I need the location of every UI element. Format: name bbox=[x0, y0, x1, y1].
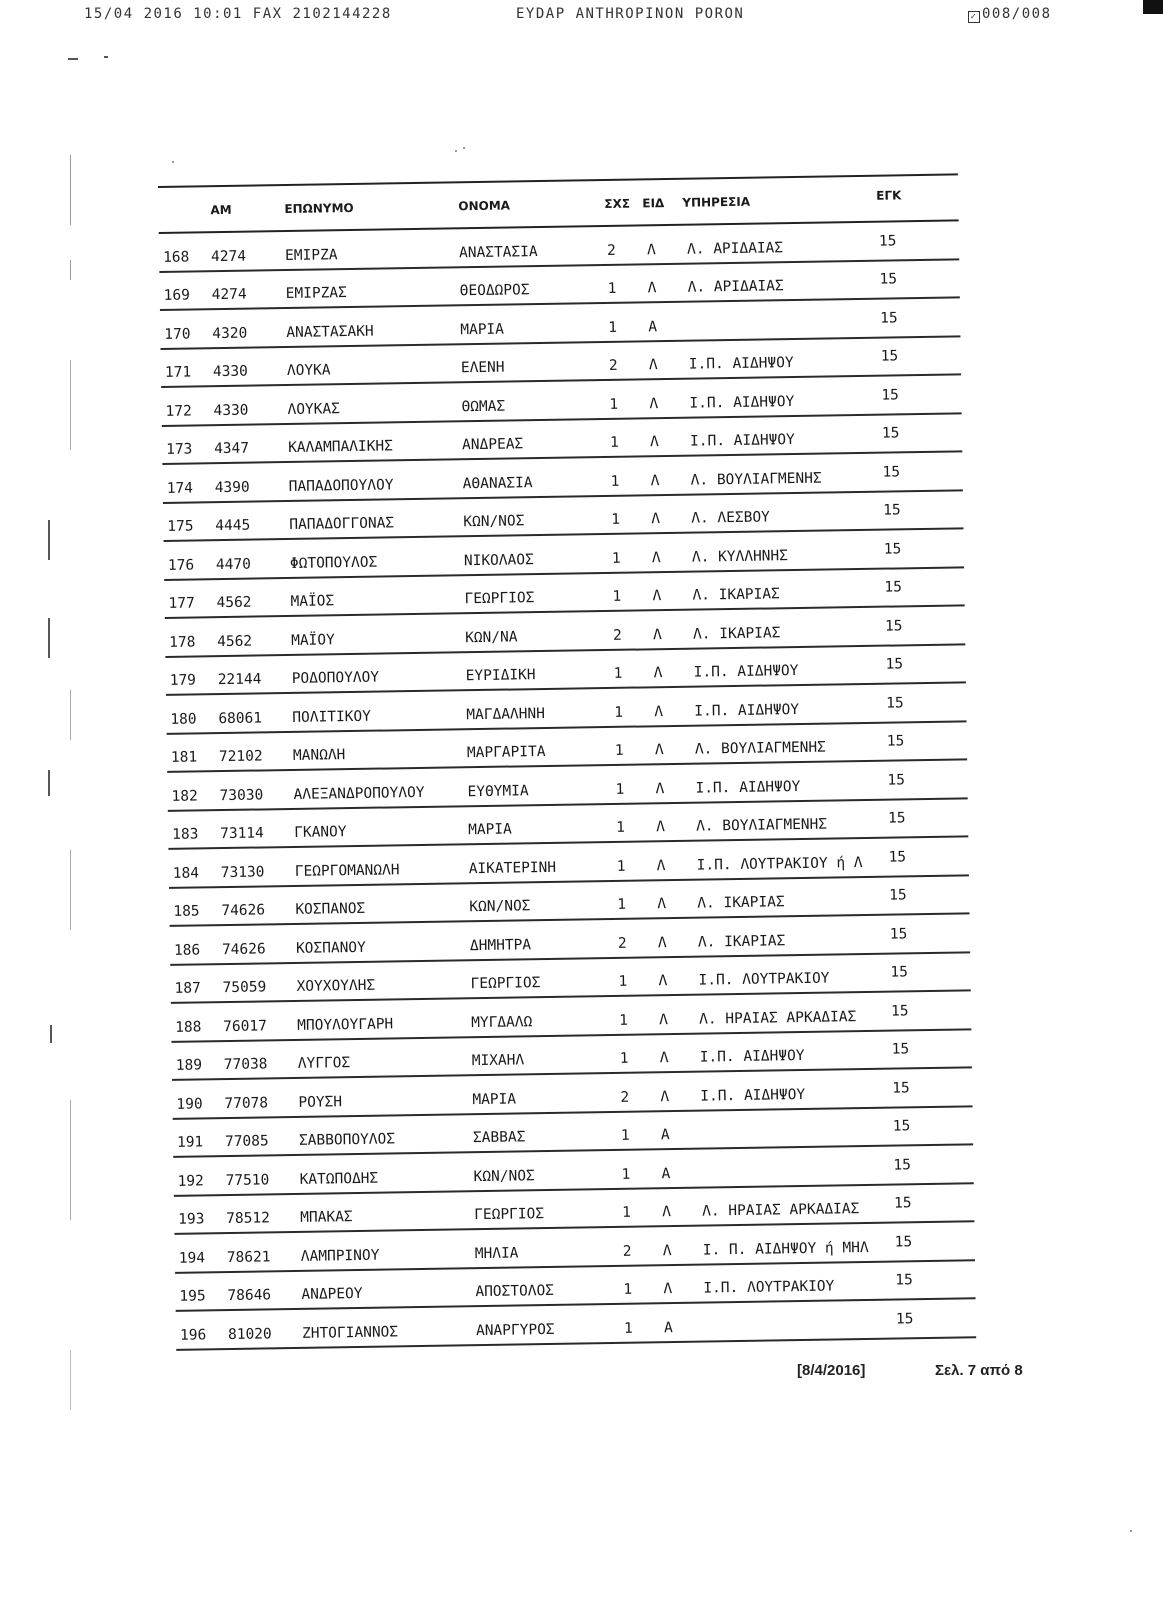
row-egk: 15 bbox=[895, 1272, 913, 1289]
row-sx: 1 bbox=[612, 588, 622, 605]
row-number: 177 bbox=[168, 595, 195, 612]
row-am: 78646 bbox=[227, 1287, 272, 1305]
row-sx: 2 bbox=[612, 627, 622, 644]
row-name: ΚΩΝ/ΝΟΣ bbox=[463, 513, 525, 531]
row-ei: Λ bbox=[662, 1242, 672, 1259]
row-egk: 15 bbox=[895, 1310, 914, 1328]
row-surname: ΕΜΙΡΖΑΣ bbox=[285, 285, 347, 303]
row-egk: 15 bbox=[887, 771, 906, 789]
row-egk: 15 bbox=[887, 810, 906, 827]
row-name: ΑΙΚΑΤΕΡΙΝΗ bbox=[468, 859, 557, 877]
row-name: ΕΥΘΥΜΙΑ bbox=[467, 782, 529, 800]
row-surname: ΛΟΥΚΑΣ bbox=[287, 400, 341, 418]
row-ei: Λ bbox=[650, 472, 660, 489]
row-am: 81020 bbox=[227, 1325, 272, 1343]
row-ei: Λ bbox=[651, 511, 661, 528]
row-name: ΚΩΝ/ΝΟΣ bbox=[469, 898, 531, 916]
row-am: 4274 bbox=[211, 286, 247, 304]
row-sx: 1 bbox=[623, 1320, 633, 1337]
row-service: Λ. ΙΚΑΡΙΑΣ bbox=[692, 624, 781, 643]
row-sx: 1 bbox=[620, 1127, 630, 1144]
scan-artifact bbox=[70, 850, 71, 930]
row-ei: Λ bbox=[654, 703, 664, 720]
row-name: ΝΙΚΟΛΑΟΣ bbox=[463, 551, 534, 569]
row-egk: 15 bbox=[880, 348, 899, 365]
row-surname: ΜΠΑΚΑΣ bbox=[300, 1209, 353, 1226]
row-number: 181 bbox=[170, 749, 198, 766]
row-sx: 2 bbox=[622, 1243, 632, 1260]
column-header-surname: ΕΠΩΝΥΜΟ bbox=[284, 200, 354, 217]
scan-artifact bbox=[50, 1025, 52, 1043]
row-egk: 15 bbox=[881, 425, 900, 442]
row-number: 172 bbox=[165, 402, 192, 420]
row-egk: 15 bbox=[893, 1156, 912, 1174]
row-egk: 15 bbox=[883, 502, 901, 519]
row-service: Ι. Π. ΑΙΔΗΨΟΥ ή ΜΗΛ bbox=[702, 1239, 869, 1259]
row-ei: Λ bbox=[648, 357, 658, 374]
row-surname: ΖΗΤΟΓΙΑΝΝΟΣ bbox=[301, 1323, 399, 1342]
row-ei: Λ bbox=[655, 780, 665, 797]
row-ei: Λ bbox=[652, 588, 662, 605]
scan-artifact bbox=[68, 58, 78, 60]
row-name: ΑΘΑΝΑΣΙΑ bbox=[462, 474, 533, 492]
row-name: ΘΩΜΑΣ bbox=[461, 398, 506, 415]
row-surname: ΛΥΓΓΟΣ bbox=[297, 1055, 351, 1072]
row-service: Ι.Π. ΑΙΔΗΨΟΥ bbox=[693, 663, 799, 681]
row-sx: 1 bbox=[614, 704, 624, 721]
row-egk: 15 bbox=[880, 309, 898, 327]
row-name: ΚΩΝ/ΝΟΣ bbox=[473, 1167, 535, 1185]
row-egk: 15 bbox=[892, 1079, 910, 1097]
row-number: 193 bbox=[178, 1211, 205, 1228]
row-sx: 1 bbox=[616, 858, 626, 875]
row-am: 4562 bbox=[216, 594, 252, 612]
fax-header-datetime: 15/04 2016 10:01 FAX 2102144228 bbox=[84, 6, 392, 22]
row-service: Ι.Π. ΑΙΔΗΨΟΥ bbox=[689, 393, 795, 412]
row-name: ΓΕΩΡΓΙΟΣ bbox=[474, 1206, 545, 1224]
row-sx: 2 bbox=[608, 357, 618, 374]
row-ei: Λ bbox=[654, 742, 664, 759]
row-egk: 15 bbox=[878, 232, 897, 250]
row-ei: Α bbox=[661, 1165, 671, 1182]
scan-artifact bbox=[70, 1350, 71, 1410]
row-sx: 1 bbox=[617, 896, 627, 913]
row-sx: 2 bbox=[606, 242, 616, 259]
scan-corner-mark bbox=[1143, 0, 1163, 14]
row-am: 74626 bbox=[221, 902, 266, 920]
row-number: 191 bbox=[176, 1134, 204, 1151]
row-number: 192 bbox=[177, 1172, 204, 1190]
row-name: ΕΥΡΙΔΙΚΗ bbox=[465, 667, 536, 685]
row-service: Λ. ΗΡΑΙΑΣ ΑΡΚΑΔΙΑΣ bbox=[702, 1201, 860, 1220]
row-sx: 1 bbox=[611, 550, 621, 567]
row-sx: 1 bbox=[614, 742, 624, 759]
row-sx: 1 bbox=[613, 665, 623, 682]
row-number: 189 bbox=[175, 1057, 203, 1074]
row-surname: ΚΟΣΠΑΝΟΥ bbox=[295, 939, 366, 957]
row-number: 184 bbox=[172, 864, 200, 882]
row-egk: 15 bbox=[892, 1118, 911, 1135]
row-number: 185 bbox=[173, 903, 200, 920]
row-am: 73130 bbox=[220, 863, 265, 881]
row-service: Ι.Π. ΛΟΥΤΡΑΚΙΟΥ bbox=[698, 970, 830, 989]
scan-artifact bbox=[70, 155, 71, 225]
row-am: 74626 bbox=[221, 940, 266, 958]
row-ei: Λ bbox=[656, 819, 665, 836]
row-number: 187 bbox=[174, 980, 201, 997]
row-number: 173 bbox=[166, 441, 193, 458]
row-name: ΜΑΡΓΑΡΙΤΑ bbox=[466, 743, 546, 762]
scan-artifact bbox=[104, 56, 108, 58]
row-am: 76017 bbox=[223, 1017, 267, 1035]
row-surname: ΚΟΣΠΑΝΟΣ bbox=[295, 900, 366, 918]
row-ei: Α bbox=[660, 1127, 670, 1144]
row-service: Λ. ΑΡΙΔΑΙΑΣ bbox=[686, 239, 784, 258]
row-surname: ΣΑΒΒΟΠΟΥΛΟΣ bbox=[298, 1131, 396, 1149]
scan-artifact bbox=[48, 770, 50, 796]
row-egk: 15 bbox=[884, 579, 902, 596]
row-am: 68061 bbox=[218, 709, 263, 727]
row-surname: ΜΑΝΩΛΗ bbox=[292, 747, 346, 764]
row-service: Λ. ΛΕΣΒΟΥ bbox=[691, 509, 770, 527]
row-service: Ι.Π. ΑΙΔΗΨΟΥ bbox=[689, 432, 795, 450]
row-ei: Λ bbox=[663, 1281, 673, 1298]
row-ei: Λ bbox=[652, 626, 662, 643]
row-number: 170 bbox=[164, 326, 191, 343]
row-service: Ι.Π. ΛΟΥΤΡΑΚΙΟΥ ή Λ bbox=[696, 854, 863, 874]
row-am: 75059 bbox=[222, 979, 267, 997]
scan-artifact bbox=[48, 618, 50, 658]
column-header-sx: ΣΧΣ bbox=[604, 196, 631, 211]
row-service: Ι.Π. ΑΙΔΗΨΟΥ bbox=[699, 1047, 805, 1066]
row-ei: Λ bbox=[659, 1011, 669, 1028]
row-service: Λ. ΒΟΥΛΙΑΓΜΕΝΗΣ bbox=[690, 470, 822, 489]
row-service: Λ. ΗΡΑΙΑΣ ΑΡΚΑΔΙΑΣ bbox=[699, 1008, 857, 1028]
row-name: ΕΛΕΝΗ bbox=[460, 359, 505, 377]
row-egk: 15 bbox=[889, 887, 907, 904]
row-am: 78621 bbox=[226, 1248, 271, 1266]
row-egk: 15 bbox=[884, 617, 903, 635]
fax-header-sender: EYDAP ANTHROPINON PORON bbox=[516, 6, 745, 22]
row-service: Λ. ΙΚΑΡΙΑΣ bbox=[697, 894, 785, 912]
row-surname: ΜΑΪΟΥ bbox=[291, 631, 335, 649]
row-sx: 1 bbox=[609, 396, 619, 413]
row-ei: Λ bbox=[659, 1050, 669, 1067]
row-number: 175 bbox=[167, 518, 194, 535]
row-name: ΓΕΩΡΓΙΟΣ bbox=[470, 975, 541, 993]
row-service: Λ. ΒΟΥΛΙΑΓΜΕΝΗΣ bbox=[696, 816, 828, 835]
row-egk: 15 bbox=[893, 1195, 912, 1212]
row-number: 183 bbox=[172, 826, 199, 843]
row-am: 4390 bbox=[214, 479, 250, 496]
row-ei: Λ bbox=[657, 896, 667, 913]
row-number: 169 bbox=[163, 287, 191, 304]
row-egk: 15 bbox=[890, 964, 909, 981]
fax-page-counter bbox=[968, 6, 1052, 23]
row-surname: ΜΠΟΥΛΟΥΓΑΡΗ bbox=[297, 1015, 394, 1034]
row-ei: Α bbox=[663, 1319, 673, 1336]
row-number: 180 bbox=[170, 710, 197, 728]
row-surname: ΚΑΛΑΜΠΑΛΙΚΗΣ bbox=[288, 438, 394, 456]
row-name: ΜΑΡΙΑ bbox=[460, 321, 505, 338]
row-ei: Λ bbox=[660, 1088, 670, 1105]
column-header-service: ΥΠΗΡΕΣΙΑ bbox=[682, 194, 751, 210]
row-am: 4347 bbox=[214, 440, 250, 458]
row-name: ΜΑΡΙΑ bbox=[468, 821, 512, 839]
row-surname: ΑΛΕΞΑΝΔΡΟΠΟΥΛΟΥ bbox=[293, 784, 425, 803]
row-sx: 1 bbox=[607, 280, 617, 297]
row-ei: Λ bbox=[658, 973, 668, 990]
column-header-am: ΑΜ bbox=[210, 202, 232, 218]
row-am: 4470 bbox=[215, 556, 251, 573]
row-number: 178 bbox=[169, 633, 196, 651]
row-service: Ι.Π. ΛΟΥΤΡΑΚΙΟΥ bbox=[703, 1278, 835, 1297]
row-am: 78512 bbox=[226, 1210, 271, 1228]
row-ei: Α bbox=[648, 318, 658, 335]
row-number: 195 bbox=[179, 1288, 206, 1305]
row-surname: ΑΝΔΡΕΟΥ bbox=[301, 1285, 363, 1303]
row-service: Λ. ΙΚΑΡΙΑΣ bbox=[692, 586, 780, 604]
row-egk: 15 bbox=[885, 656, 904, 673]
row-name: ΑΝΑΡΓΥΡΟΣ bbox=[475, 1321, 555, 1339]
footer-date: [8/4/2016] bbox=[797, 1362, 866, 1379]
row-sx: 1 bbox=[608, 319, 618, 336]
row-sx: 1 bbox=[623, 1281, 633, 1298]
row-egk: 15 bbox=[894, 1233, 913, 1251]
row-service: Ι.Π. ΑΙΔΗΨΟΥ bbox=[700, 1086, 806, 1105]
row-service: Ι.Π. ΑΙΔΗΨΟΥ bbox=[694, 701, 800, 720]
row-surname: ΦΩΤΟΠΟΥΛΟΣ bbox=[289, 554, 378, 572]
row-sx: 2 bbox=[620, 1089, 630, 1106]
row-am: 22144 bbox=[217, 671, 262, 689]
row-number: 174 bbox=[166, 479, 194, 497]
row-egk: 15 bbox=[886, 733, 905, 750]
scan-dot bbox=[455, 150, 457, 152]
row-number: 179 bbox=[169, 672, 197, 689]
scan-artifact bbox=[70, 1100, 71, 1220]
row-ei: Λ bbox=[651, 549, 661, 566]
row-surname: ΡΟΥΣΗ bbox=[298, 1093, 343, 1111]
column-header-egk: ΕΓΚ bbox=[876, 188, 902, 203]
fax-page-number: 008/008 bbox=[982, 6, 1052, 22]
row-surname: ΡΟΔΟΠΟΥΛΟΥ bbox=[291, 669, 380, 687]
row-name: ΣΑΒΒΑΣ bbox=[472, 1129, 526, 1147]
row-name: ΑΝΔΡΕΑΣ bbox=[461, 436, 524, 454]
row-surname: ΠΑΠΑΔΟΓΓΟΝΑΣ bbox=[289, 515, 395, 533]
scan-artifact bbox=[70, 690, 71, 740]
row-surname: ΛΟΥΚΑ bbox=[286, 362, 331, 379]
row-am: 4562 bbox=[217, 633, 253, 650]
row-name: ΜΙΧΑΗΛ bbox=[471, 1052, 525, 1070]
row-am: 4330 bbox=[213, 402, 249, 419]
row-egk: 15 bbox=[889, 925, 908, 943]
row-service: Λ. ΒΟΥΛΙΑΓΜΕΝΗΣ bbox=[694, 739, 826, 758]
row-am: 73030 bbox=[219, 786, 264, 804]
row-sx: 1 bbox=[621, 1166, 631, 1183]
row-number: 190 bbox=[176, 1095, 203, 1113]
row-ei: Λ bbox=[656, 857, 666, 874]
employee-table bbox=[158, 173, 976, 1350]
row-number: 196 bbox=[179, 1326, 207, 1344]
row-ei: Λ bbox=[662, 1204, 672, 1221]
row-service: Λ. ΙΚΑΡΙΑΣ bbox=[697, 932, 786, 951]
row-number: 171 bbox=[164, 364, 192, 381]
column-header-ei: ΕΙΔ bbox=[642, 196, 665, 211]
row-name: ΔΗΜΗΤΡΑ bbox=[469, 936, 532, 954]
row-am: 77078 bbox=[224, 1094, 269, 1112]
row-egk: 15 bbox=[890, 1002, 909, 1020]
row-am: 77038 bbox=[223, 1056, 268, 1074]
row-name: ΘΕΟΔΩΡΟΣ bbox=[459, 282, 530, 300]
row-sx: 1 bbox=[618, 973, 628, 990]
row-am: 77085 bbox=[224, 1133, 269, 1151]
footer-page-number: Σελ. 7 από 8 bbox=[935, 1362, 1023, 1379]
row-name: ΜΑΓΔΑΛΗΝΗ bbox=[466, 705, 546, 723]
row-surname: ΜΑΪΟΣ bbox=[290, 593, 335, 610]
row-number: 176 bbox=[167, 556, 195, 574]
row-am: 4330 bbox=[212, 363, 248, 381]
scan-dot bbox=[1130, 1530, 1132, 1532]
row-egk: 15 bbox=[882, 463, 901, 481]
row-ei: Λ bbox=[657, 934, 667, 951]
row-ei: Λ bbox=[653, 665, 663, 682]
row-egk: 15 bbox=[888, 848, 907, 866]
checkbox-icon: ✓ bbox=[968, 11, 980, 23]
row-ei: Λ bbox=[646, 241, 656, 258]
row-service: Λ. ΚΥΛΛΗΝΗΣ bbox=[691, 547, 789, 566]
scan-dot bbox=[463, 147, 465, 149]
row-name: ΑΠΟΣΤΟΛΟΣ bbox=[475, 1282, 555, 1301]
row-sx: 1 bbox=[619, 1012, 629, 1029]
row-surname: ΓΚΑΝΟΥ bbox=[294, 824, 347, 841]
row-am: 4274 bbox=[210, 248, 247, 265]
row-number: 182 bbox=[171, 787, 198, 805]
row-sx: 1 bbox=[611, 511, 621, 528]
row-egk: 15 bbox=[886, 694, 904, 712]
row-am: 72102 bbox=[218, 748, 263, 766]
row-name: ΚΩΝ/ΝΑ bbox=[465, 628, 518, 646]
row-sx: 1 bbox=[615, 781, 625, 798]
row-name: ΓΕΩΡΓΙΟΣ bbox=[464, 590, 535, 608]
column-header-name: ΟΝΟΜΑ bbox=[458, 198, 511, 214]
row-surname: ΑΝΑΣΤΑΣΑΚΗ bbox=[286, 323, 374, 341]
row-service: Ι.Π. ΑΙΔΗΨΟΥ bbox=[688, 355, 794, 373]
row-am: 73114 bbox=[220, 825, 264, 843]
row-surname: ΚΑΤΩΠΟΔΗΣ bbox=[299, 1170, 379, 1188]
row-name: ΑΝΑΣΤΑΣΙΑ bbox=[458, 243, 538, 261]
row-number: 186 bbox=[173, 941, 201, 959]
row-sx: 1 bbox=[619, 1050, 629, 1067]
row-sx: 1 bbox=[622, 1204, 632, 1221]
scan-artifact bbox=[70, 260, 71, 280]
scan-artifact bbox=[70, 360, 71, 450]
row-name: ΜΥΓΔΑΛΩ bbox=[471, 1013, 533, 1031]
row-ei: Λ bbox=[649, 434, 659, 451]
row-egk: 15 bbox=[891, 1041, 910, 1058]
row-service: Λ. ΑΡΙΔΑΙΑΣ bbox=[687, 278, 784, 296]
row-service: Ι.Π. ΑΙΔΗΨΟΥ bbox=[695, 778, 801, 797]
row-egk: 15 bbox=[881, 386, 899, 404]
row-surname: ΓΕΩΡΓΟΜΑΝΩΛΗ bbox=[294, 861, 400, 880]
row-ei: Λ bbox=[647, 280, 657, 297]
row-sx: 1 bbox=[609, 434, 619, 451]
row-am: 4320 bbox=[212, 325, 248, 342]
table-body bbox=[159, 221, 976, 1350]
row-sx: 1 bbox=[616, 819, 625, 836]
row-ei: Λ bbox=[649, 395, 659, 412]
row-name: ΜΑΡΙΑ bbox=[472, 1090, 517, 1108]
row-surname: ΠΑΠΑΔΟΠΟΥΛΟΥ bbox=[288, 476, 394, 495]
row-surname: ΛΑΜΠΡΙΝΟΥ bbox=[300, 1247, 380, 1265]
row-egk: 15 bbox=[883, 540, 902, 558]
row-number: 188 bbox=[175, 1018, 202, 1036]
scan-artifact bbox=[48, 520, 50, 560]
row-surname: ΧΟΥΧΟΥΛΗΣ bbox=[296, 977, 376, 995]
row-am: 4445 bbox=[215, 517, 251, 535]
row-sx: 1 bbox=[610, 473, 620, 490]
row-name: ΜΗΛΙΑ bbox=[474, 1244, 519, 1262]
row-number: 168 bbox=[162, 249, 190, 266]
row-sx: 2 bbox=[617, 935, 627, 952]
row-number: 194 bbox=[178, 1249, 206, 1267]
scan-dot bbox=[172, 161, 174, 163]
row-surname: ΕΜΙΡΖΑ bbox=[284, 246, 338, 264]
row-egk: 15 bbox=[879, 271, 898, 288]
row-surname: ΠΟΛΙΤΙΚΟΥ bbox=[292, 708, 372, 726]
row-am: 77510 bbox=[225, 1171, 270, 1189]
